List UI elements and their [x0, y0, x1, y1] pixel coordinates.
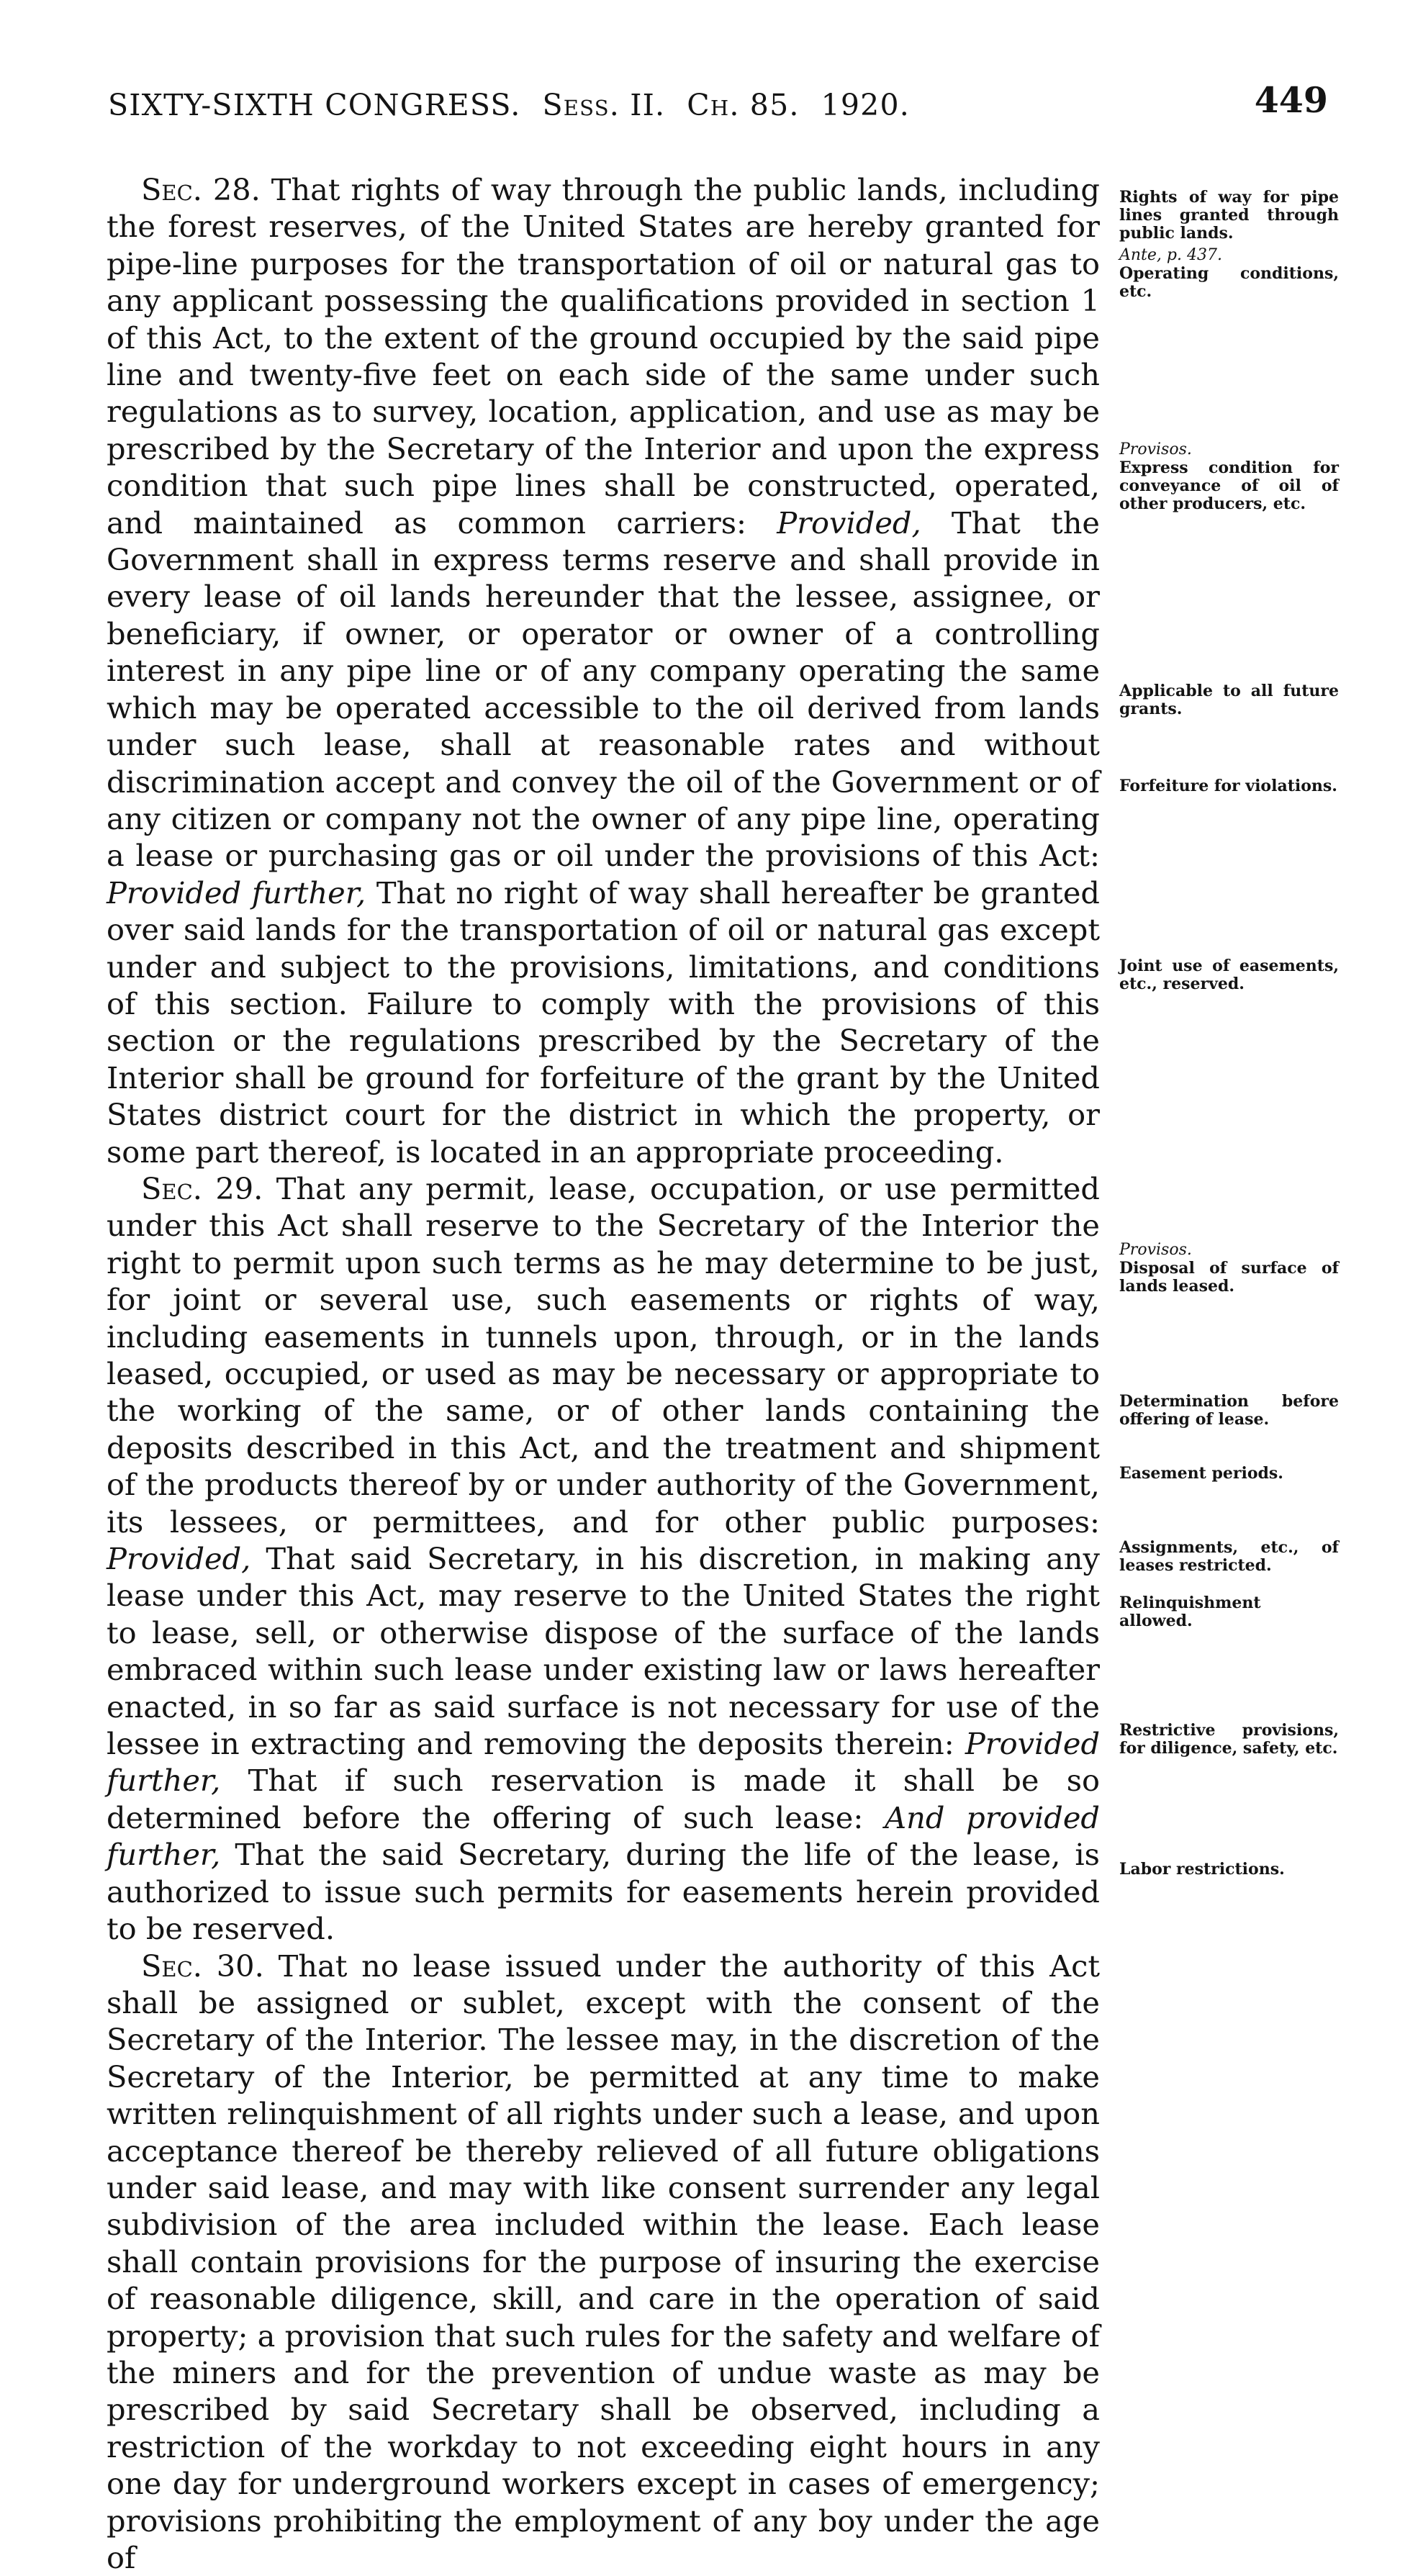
header-year: 1920. [821, 88, 910, 122]
header-session: Sess. II. [542, 88, 665, 122]
section-30-text: That no lease issued under the authority of this Act shall be assigned or sublet, except with the consent of the Secretary of the Interior. The lessee may, in the discretion of the Secretary of the Interior, be permitted at any time to make written relinquishment of all rights under such a lease, and upon acceptance thereof be thereby relieved of all future obligations under said lease, and may with like consent surrender any legal subdivision of the area included within the lease. Each lease shall contain provisions for the purpose of insuring the exercise of reasonable diligence, skill, and care in the operation of said property; a provision that such rules for the safety and welfare of the miners and for the prevention of undue waste as may be prescribed by said Secretary shall be observed, including a restriction of the workday to not exceeding eight hours in any one day for underground workers except in cases of emergency; provisions prohibiting the employment of any boy under the age of [107, 1948, 1100, 2576]
section-29-proviso-3: And provided further, [107, 1800, 1100, 1872]
section-29-text-c: That if such reservation is made it shall be so determined before the offering of such lease: [107, 1763, 1100, 1835]
section-28 [107, 171, 1100, 1170]
header-citation [108, 88, 910, 122]
margin-note-disposal-surface: Disposal of surface of lands leased. [1119, 1260, 1339, 1296]
margin-note-determination: Determination before offering of lease. [1119, 1393, 1339, 1429]
margin-note-provisos-2 [1119, 1241, 1339, 1259]
margin-note-easement-periods: Easement periods. [1119, 1465, 1339, 1483]
margin-note-applicable: Applicable to all future grants. [1119, 682, 1339, 718]
margin-note-restrictive: Restrictive provisions, for diligence, safety, etc. [1119, 1722, 1339, 1758]
margin-note-rights-of-way: Rights of way for pipe lines granted through public lands. [1119, 189, 1339, 243]
section-29-text-d: That the said Secretary, during the life of the lease, is authorized to issue such permits for easements herein provided to be reserved. [107, 1837, 1100, 1946]
main-text-column [107, 171, 1100, 2576]
section-28-proviso-2: Provided further, [107, 875, 366, 910]
margin-note-labor: Labor restrictions. [1119, 1861, 1339, 1879]
header-congress: SIXTY-SIXTH CONGRESS. [108, 88, 520, 122]
section-30 [107, 1948, 1100, 2576]
section-28-text-a: That rights of way through the public lands, including the forest reserves, of the United States are hereby granted for pipe-line purposes for the transportation of oil or natural gas to any applicant possessing the qualifications provided in section 1 of this Act, to the extent of the ground occupied by the said pipe line and twenty-five feet on each side of the same under such regulations as to survey, location, application, and use as may be prescribed by the Secretary of the Interior and upon the express condition that such pipe lines shall be constructed, operated, and maintained as common carriers: [107, 172, 1100, 541]
section-28-text-b: That the Government shall in express terms reserve and shall provide in every lease of oil lands hereunder that the lessee, assignee, or beneficiary, if owner, or operator or owner of a controlling interest in any pipe line or of any company operating the same which may be operated accessible to the oil derived from lands under such lease, shall at reasonable rates and without discrimination accept and convey the oil of the Government or of any citizen or company not the owner of any pipe line, operating a lease or purchasing gas or oil under the provisions of this Act: [107, 505, 1100, 874]
margin-note-ante-ref [1119, 246, 1339, 264]
section-29-proviso-1: Provided, [107, 1541, 250, 1576]
page-number: 449 [1255, 79, 1328, 121]
margin-note-ante-text: Ante, p. 437. [1119, 246, 1222, 264]
section-28-proviso-1: Provided, [777, 505, 921, 541]
running-header [108, 79, 1317, 130]
section-29 [107, 1170, 1100, 1948]
section-28-text-c: That no right of way shall hereafter be granted over said lands for the transportation of oil or natural gas except under and subject to the provisions, limitations, and conditions of this section. Failure to comply with the provisions of this section or the regulations prescribed by the Secretary of the Interior shall be ground for forfeiture of the grant by the United States district court for the district in which the property, or some part thereof, is located in an appropriate proceeding. [107, 875, 1100, 1170]
section-29-text-b: That said Secretary, in his discretion, in making any lease under this Act, may reserve to the United States the right to lease, sell, or otherwise dispose of the surface of the lands embraced within such lease under existing law or laws hereafter enacted, in so far as said surface is not necessary for use of the lessee in extracting and removing the deposits therein: [107, 1541, 1100, 1761]
margin-note-assignments: Assignments, etc., of leases restricted. [1119, 1539, 1339, 1575]
margin-note-joint-use: Joint use of easements, etc., reserved. [1119, 957, 1339, 993]
section-29-label: Sec. 29. [141, 1171, 263, 1206]
header-chapter: Ch. 85. [687, 88, 799, 122]
margin-note-express-condition: Express condition for conveyance of oil of other producers, etc. [1119, 459, 1339, 513]
section-28-label: Sec. 28. [141, 172, 261, 207]
margin-note-relinquishment: Relinquishment allowed. [1119, 1594, 1339, 1630]
margin-note-provisos-1 [1119, 440, 1339, 458]
margin-note-provisos-1-text: Provisos. [1119, 440, 1192, 458]
margin-note-operating-conditions: Operating conditions, etc. [1119, 265, 1339, 301]
margin-note-provisos-2-text: Provisos. [1119, 1241, 1192, 1259]
section-29-text-a: That any permit, lease, occupation, or use permitted under this Act shall reserve to the Secretary of the Interior the right to permit upon such terms as he may determine to be just, for joint or several use, such easements or rights of way, including easements in tunnels upon, through, or in the lands leased, occupied, or used as may be necessary or appropriate to the working of the same, or of other lands containing the deposits described in this Act, and the treatment and shipment of the products thereof by or under authority of the Government, its lessees, or permittees, and for other public purposes: [107, 1171, 1100, 1540]
section-30-label: Sec. 30. [141, 1948, 264, 1984]
section-29-proviso-2: Provided further, [107, 1726, 1100, 1798]
margin-note-forfeiture: Forfeiture for violations. [1119, 777, 1339, 795]
